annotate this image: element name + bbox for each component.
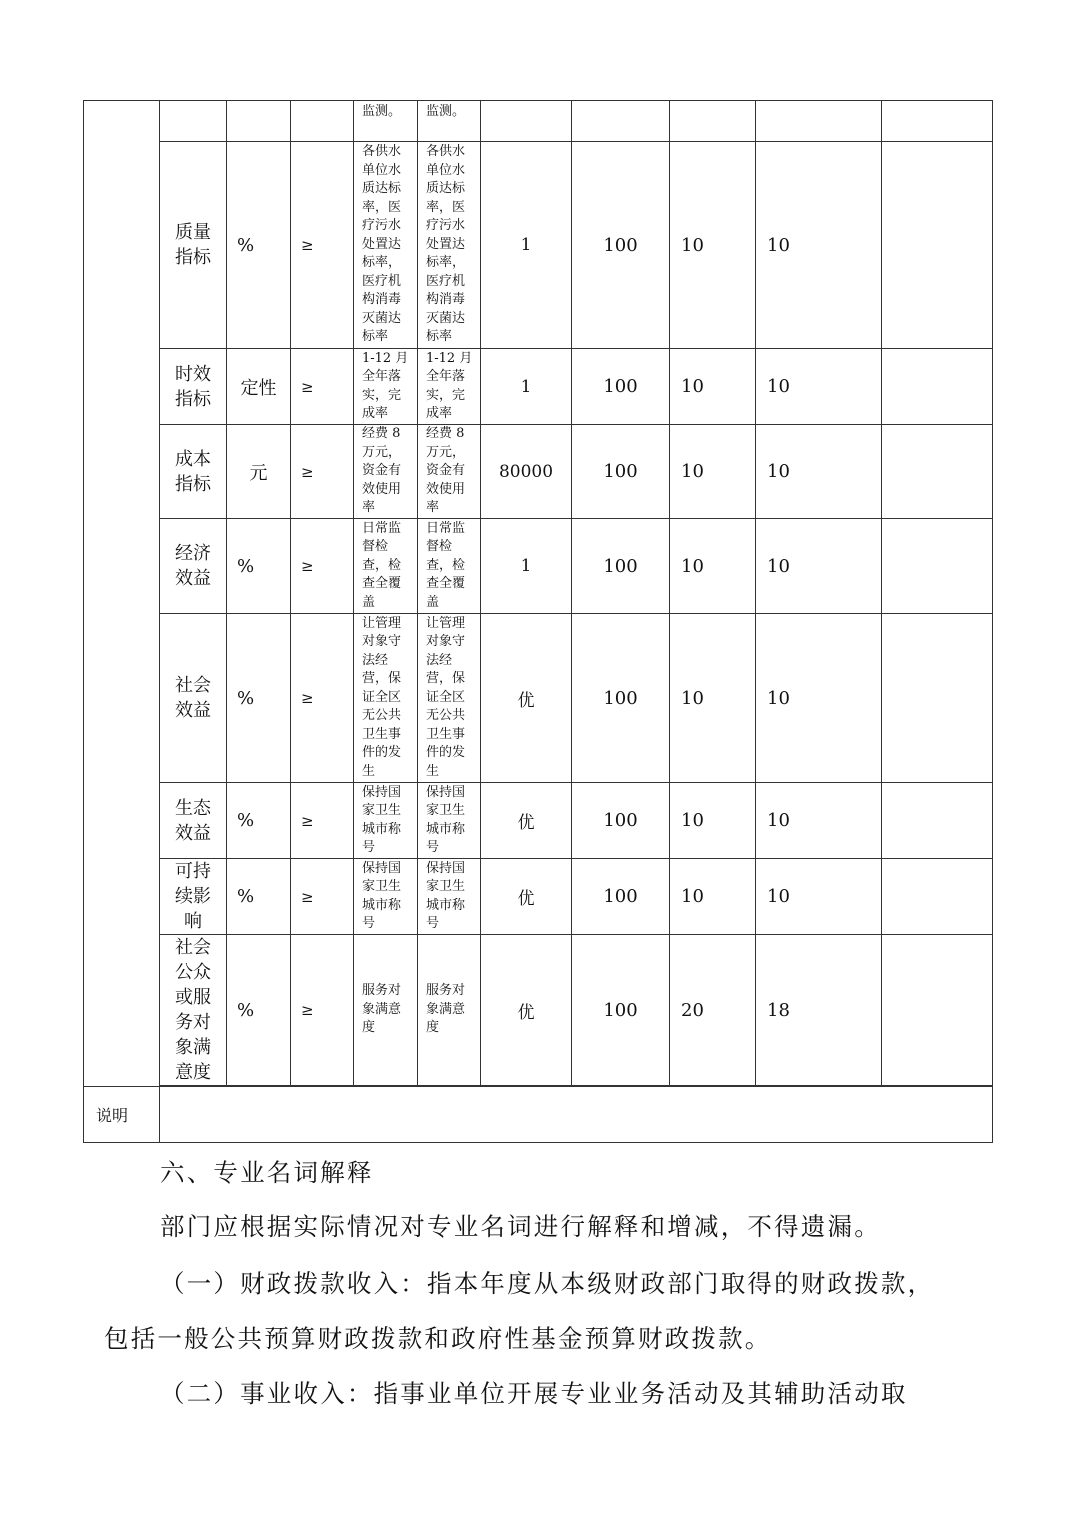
weight-cell: 10 [670, 614, 756, 783]
weight-cell: 10 [670, 519, 756, 614]
operator-cell: ≥ [291, 519, 354, 614]
actual-score-cell [756, 101, 882, 142]
unit-cell: % [227, 142, 291, 349]
note-row [84, 1087, 993, 1143]
unit-cell: % [227, 859, 291, 935]
indicator-value-cell: 经费 8 万元， 资金有 效使用 率 [418, 425, 481, 519]
table-row [84, 425, 993, 519]
remark-cell [882, 349, 993, 425]
section-heading: 六、专业名词解释 [160, 1158, 374, 1187]
unit-cell: % [227, 614, 291, 783]
weight-cell: 20 [670, 935, 756, 1086]
score-cell [572, 101, 670, 142]
indicator-cell: 1-12 月 全年落 实，完 成率 [354, 349, 418, 425]
paragraph-fiscal-income-line2: 包括一般公共预算财政拨款和政府性基金预算财政拨款。 [104, 1324, 772, 1353]
remark-cell [882, 859, 993, 935]
unit-cell: 元 [227, 425, 291, 519]
table-row [84, 349, 993, 425]
table-row [84, 859, 993, 935]
paragraph-instruction: 部门应根据实际情况对专业名词进行解释和增减，不得遗漏。 [160, 1212, 881, 1241]
table-row [84, 614, 993, 783]
actual-score-cell: 10 [756, 783, 882, 859]
actual-score-cell: 10 [756, 349, 882, 425]
score-cell: 100 [572, 614, 670, 783]
note-value [160, 1087, 993, 1143]
indicator-cell: 经费 8 万元， 资金有 效使用 率 [354, 425, 418, 519]
actual-score-cell: 10 [756, 614, 882, 783]
indicator-cell: 各供水 单位水 质达标 率，医 疗污水 处置达 标率， 医疗机 构消毒 灭菌达 标率 [354, 142, 418, 349]
table-row [84, 519, 993, 614]
performance-table-frame [83, 100, 993, 1143]
indicator-value-cell: 监测。 [418, 101, 481, 142]
remark-cell [882, 101, 993, 142]
category-cell: 时效 指标 [160, 349, 227, 425]
table-row [84, 101, 993, 142]
target-cell: 优 [481, 859, 572, 935]
score-cell: 100 [572, 349, 670, 425]
remark-cell [882, 614, 993, 783]
operator-cell: ≥ [291, 783, 354, 859]
indicator-cell: 保持国 家卫生 城市称 号 [354, 783, 418, 859]
weight-cell: 10 [670, 425, 756, 519]
operator-cell [291, 101, 354, 142]
operator-cell: ≥ [291, 425, 354, 519]
category-cell [160, 101, 227, 142]
category-cell: 社会 公众 或服 务对 象满 意度 [160, 935, 227, 1086]
category-cell: 生态 效益 [160, 783, 227, 859]
indicator-value-cell: 1-12 月 全年落 实，完 成率 [418, 349, 481, 425]
actual-score-cell: 10 [756, 425, 882, 519]
table-row [84, 142, 993, 349]
score-cell: 100 [572, 859, 670, 935]
indicator-cell: 保持国 家卫生 城市称 号 [354, 859, 418, 935]
category-cell: 可持 续影 响 [160, 859, 227, 935]
target-cell: 1 [481, 519, 572, 614]
indicator-cell: 监测。 [354, 101, 418, 142]
score-cell: 100 [572, 425, 670, 519]
indicator-cell: 让管理 对象守 法经 营，保 证全区 无公共 卫生事 件的发 生 [354, 614, 418, 783]
table-row [84, 783, 993, 859]
actual-score-cell: 18 [756, 935, 882, 1086]
unit-cell: 定性 [227, 349, 291, 425]
paragraph-fiscal-income-line1: （一）财政拨款收入：指本年度从本级财政部门取得的财政拨款， [160, 1269, 935, 1298]
score-cell: 100 [572, 935, 670, 1086]
target-cell: 80000 [481, 425, 572, 519]
indicator-value-cell: 日常监 督检 查，检 查全覆 盖 [418, 519, 481, 614]
category-cell: 经济 效益 [160, 519, 227, 614]
category-cell: 质量 指标 [160, 142, 227, 349]
weight-cell: 10 [670, 349, 756, 425]
category-cell: 成本 指标 [160, 425, 227, 519]
performance-indicator-table [83, 100, 993, 1143]
indicator-value-cell: 保持国 家卫生 城市称 号 [418, 783, 481, 859]
target-cell: 1 [481, 142, 572, 349]
paragraph-business-income: （二）事业收入：指事业单位开展专业业务活动及其辅助活动取 [160, 1379, 908, 1408]
target-cell: 优 [481, 783, 572, 859]
weight-cell: 10 [670, 859, 756, 935]
indicator-cell: 服务对 象满意 度 [354, 935, 418, 1086]
operator-cell: ≥ [291, 349, 354, 425]
target-cell: 优 [481, 614, 572, 783]
remark-cell [882, 519, 993, 614]
unit-cell [227, 101, 291, 142]
remark-cell [882, 935, 993, 1086]
note-label: 说明 [84, 1087, 160, 1143]
actual-score-cell: 10 [756, 142, 882, 349]
actual-score-cell: 10 [756, 519, 882, 614]
score-cell: 100 [572, 783, 670, 859]
operator-cell: ≥ [291, 859, 354, 935]
operator-cell: ≥ [291, 614, 354, 783]
category-cell: 社会 效益 [160, 614, 227, 783]
actual-score-cell: 10 [756, 859, 882, 935]
operator-cell: ≥ [291, 935, 354, 1086]
remark-cell [882, 425, 993, 519]
remark-cell [882, 783, 993, 859]
target-cell: 1 [481, 349, 572, 425]
weight-cell: 10 [670, 783, 756, 859]
target-cell [481, 101, 572, 142]
score-cell: 100 [572, 142, 670, 349]
indicator-value-cell: 让管理 对象守 法经 营，保 证全区 无公共 卫生事 件的发 生 [418, 614, 481, 783]
table-row [84, 935, 993, 1086]
operator-cell: ≥ [291, 142, 354, 349]
target-cell: 优 [481, 935, 572, 1086]
left-merged-cell [84, 101, 160, 1087]
indicator-value-cell: 各供水 单位水 质达标 率，医 疗污水 处置达 标率， 医疗机 构消毒 灭菌达 标率 [418, 142, 481, 349]
indicator-value-cell: 保持国 家卫生 城市称 号 [418, 859, 481, 935]
indicator-cell: 日常监 督检 查，检 查全覆 盖 [354, 519, 418, 614]
unit-cell: % [227, 783, 291, 859]
unit-cell: % [227, 935, 291, 1086]
indicator-value-cell: 服务对 象满意 度 [418, 935, 481, 1086]
score-cell: 100 [572, 519, 670, 614]
unit-cell: % [227, 519, 291, 614]
weight-cell: 10 [670, 142, 756, 349]
remark-cell [882, 142, 993, 349]
weight-cell [670, 101, 756, 142]
